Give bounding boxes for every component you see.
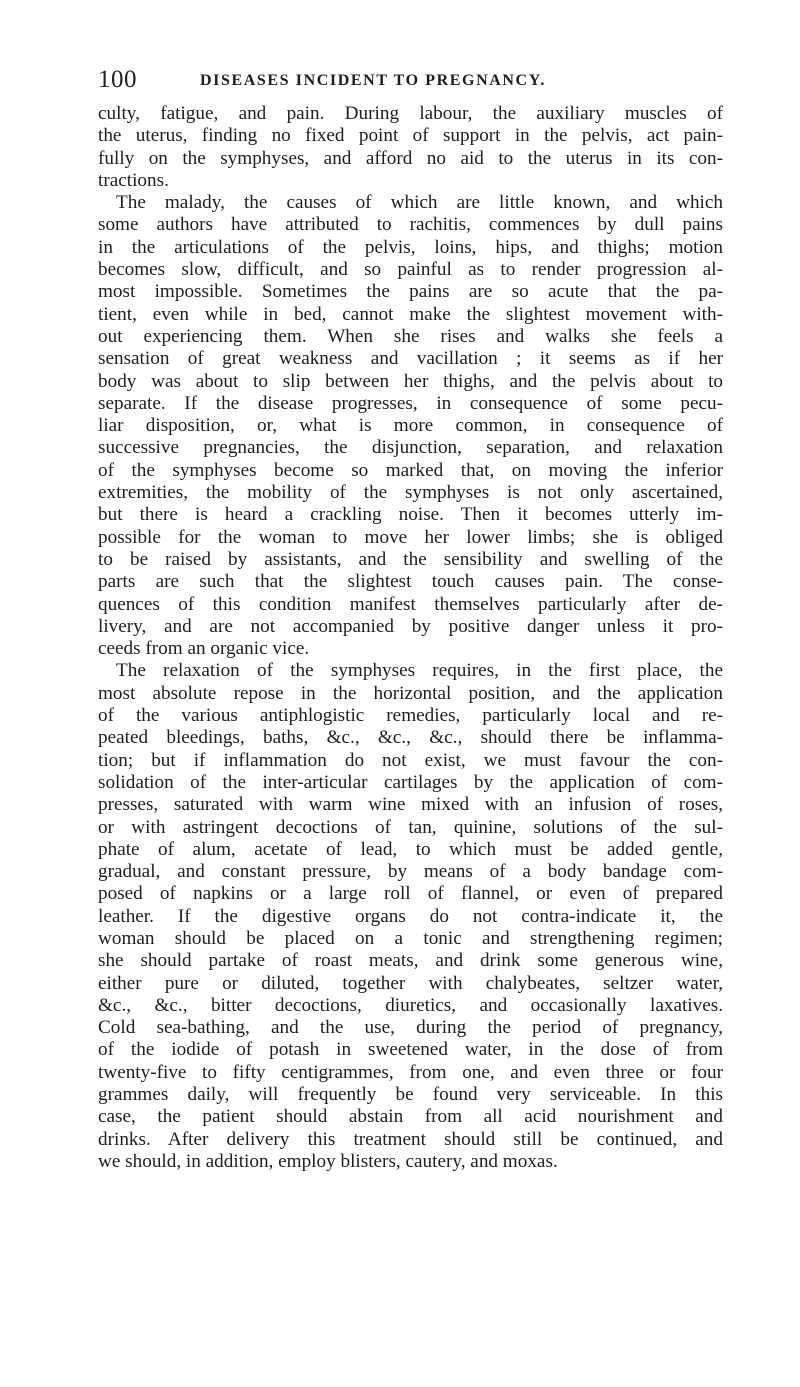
text-line: of the various antiphlogistic remedies, particularly local and re- [98,705,723,727]
text-line: separate. If the disease progresses, in consequence of some pecu- [98,392,723,414]
text-line: liar disposition, or, what is more common, in consequence of [98,415,723,437]
text-line: body was about to slip between her thighs, and the pelvis about to [98,370,723,392]
text-line: either pure or diluted, together with chalybeates, seltzer water, [98,972,723,994]
text-line: drinks. After delivery this treatment should still be continued, and [98,1128,723,1150]
text-line: the uterus, finding no fixed point of support in the pelvis, act pain- [98,125,723,147]
text-line: &c., &c., bitter decoctions, diuretics, and occasionally laxatives. [98,994,723,1016]
text-line: The malady, the causes of which are little known, and which [116,192,723,214]
text-line: she should partake of roast meats, and drink some generous wine, [98,950,723,972]
text-line: to be raised by assistants, and the sensibility and swelling of the [98,548,723,570]
text-line: out experiencing them. When she rises and walks she feels a [98,325,723,347]
running-title: DISEASES INCIDENT TO PREGNANCY. [200,72,546,89]
text-line: case, the patient should abstain from all acid nourishment and [98,1106,723,1128]
text-line: livery, and are not accompanied by positive danger unless it pro- [98,615,723,637]
text-line: woman should be placed on a tonic and strengthening regimen; [98,927,723,949]
body-text [98,103,723,1173]
text-line: but there is heard a crackling noise. Then it becomes utterly im- [98,504,723,526]
text-line: presses, saturated with warm wine mixed with an infusion of roses, [98,794,723,816]
text-line: tractions. [98,169,169,191]
text-line: twenty-five to fifty centigrammes, from one, and even three or four [98,1061,723,1083]
text-line: phate of alum, acetate of lead, to which must be added gentle, [98,838,723,860]
text-line: of the iodide of potash in sweetened water, in the dose of from [98,1039,723,1061]
text-line: some authors have attributed to rachitis, commences by dull pains [98,214,723,236]
text-line: posed of napkins or a large roll of flannel, or even of prepared [98,883,723,905]
text-line: most absolute repose in the horizontal position, and the application [98,682,723,704]
text-line: extremities, the mobility of the symphyses is not only ascertained, [98,482,723,504]
text-line: gradual, and constant pressure, by means of a body bandage com- [98,861,723,883]
text-line: The relaxation of the symphyses requires, in the first place, the [116,660,723,682]
text-line: sensation of great weakness and vacillation ; it seems as if her [98,348,723,370]
text-line: in the articulations of the pelvis, loins, hips, and thighs; motion [98,236,723,258]
text-line: quences of this condition manifest themselves particularly after de- [98,593,723,615]
text-line: becomes slow, difficult, and so painful as to render progression al- [98,259,723,281]
page-number: 100 [98,66,137,93]
text-line: parts are such that the slightest touch causes pain. The conse- [98,571,723,593]
text-line: ceeds from an organic vice. [98,638,310,660]
text-line: grammes daily, will frequently be found very serviceable. In this [98,1084,723,1106]
text-line: leather. If the digestive organs do not contra-indicate it, the [98,905,723,927]
text-line: peated bleedings, baths, &c., &c., &c., should there be inflamma- [98,727,723,749]
text-line: culty, fatigue, and pain. During labour, the auxiliary muscles of [98,103,723,124]
text-line: solidation of the inter-articular cartilages by the application of com- [98,771,723,793]
running-head [98,66,728,96]
text-line: successive pregnancies, the disjunction, separation, and relaxation [98,437,723,459]
text-line: fully on the symphyses, and afford no aid to the uterus in its con- [98,147,723,169]
text-line: possible for the woman to move her lower limbs; she is obliged [98,526,723,548]
text-line: most impossible. Sometimes the pains are so acute that the pa- [98,281,723,303]
text-line: tient, even while in bed, cannot make the slightest movement with- [98,303,723,325]
text-line: of the symphyses become so marked that, on moving the inferior [98,459,723,481]
text-line: we should, in addition, employ blisters, cautery, and moxas. [98,1150,558,1172]
text-line: tion; but if inflammation do not exist, we must favour the con- [98,749,723,771]
text-line: or with astringent decoctions of tan, quinine, solutions of the sul- [98,816,723,838]
text-line: Cold sea-bathing, and the use, during the period of pregnancy, [98,1017,723,1039]
